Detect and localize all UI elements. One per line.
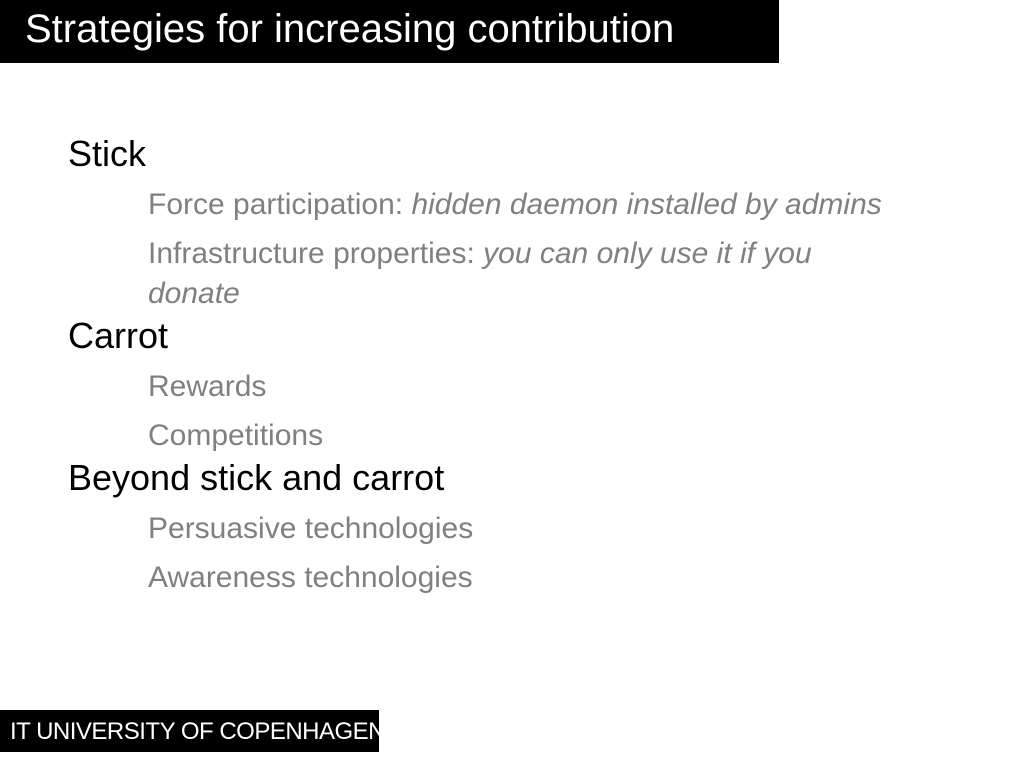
bullet-emphasis: you can only use it if you donate	[148, 237, 812, 310]
bullet-persuasive-technologies	[148, 500, 888, 549]
bullet-competitions	[148, 407, 888, 456]
section-heading-stick: Stick	[68, 133, 147, 174]
bullet-force-participation	[148, 176, 888, 225]
section-heading-carrot: Carrot	[68, 315, 169, 356]
bullet-lead: Rewards	[148, 370, 267, 403]
bullet-lead: Force participation:	[148, 188, 412, 221]
section-heading-beyond: Beyond stick and carrot	[68, 457, 445, 498]
title-bar	[0, 0, 779, 63]
bullet-rewards	[148, 358, 888, 407]
bullet-lead: Competitions	[148, 419, 324, 452]
footer-logo-bar	[0, 710, 386, 752]
bullet-awareness-technologies	[148, 549, 888, 598]
footer-logo-text: IT UNIVERSITY OF COPENHAGEN	[10, 718, 386, 745]
bullet-emphasis: hidden daemon installed by admins	[411, 188, 882, 221]
bullet-list	[68, 132, 948, 598]
bullet-lead: Infrastructure properties:	[148, 237, 484, 270]
bullet-infrastructure-properties	[148, 225, 888, 314]
bullet-lead: Persuasive technologies	[148, 512, 474, 545]
slide-title: Strategies for increasing contribution	[25, 7, 675, 51]
bullet-lead: Awareness technologies	[148, 561, 473, 594]
